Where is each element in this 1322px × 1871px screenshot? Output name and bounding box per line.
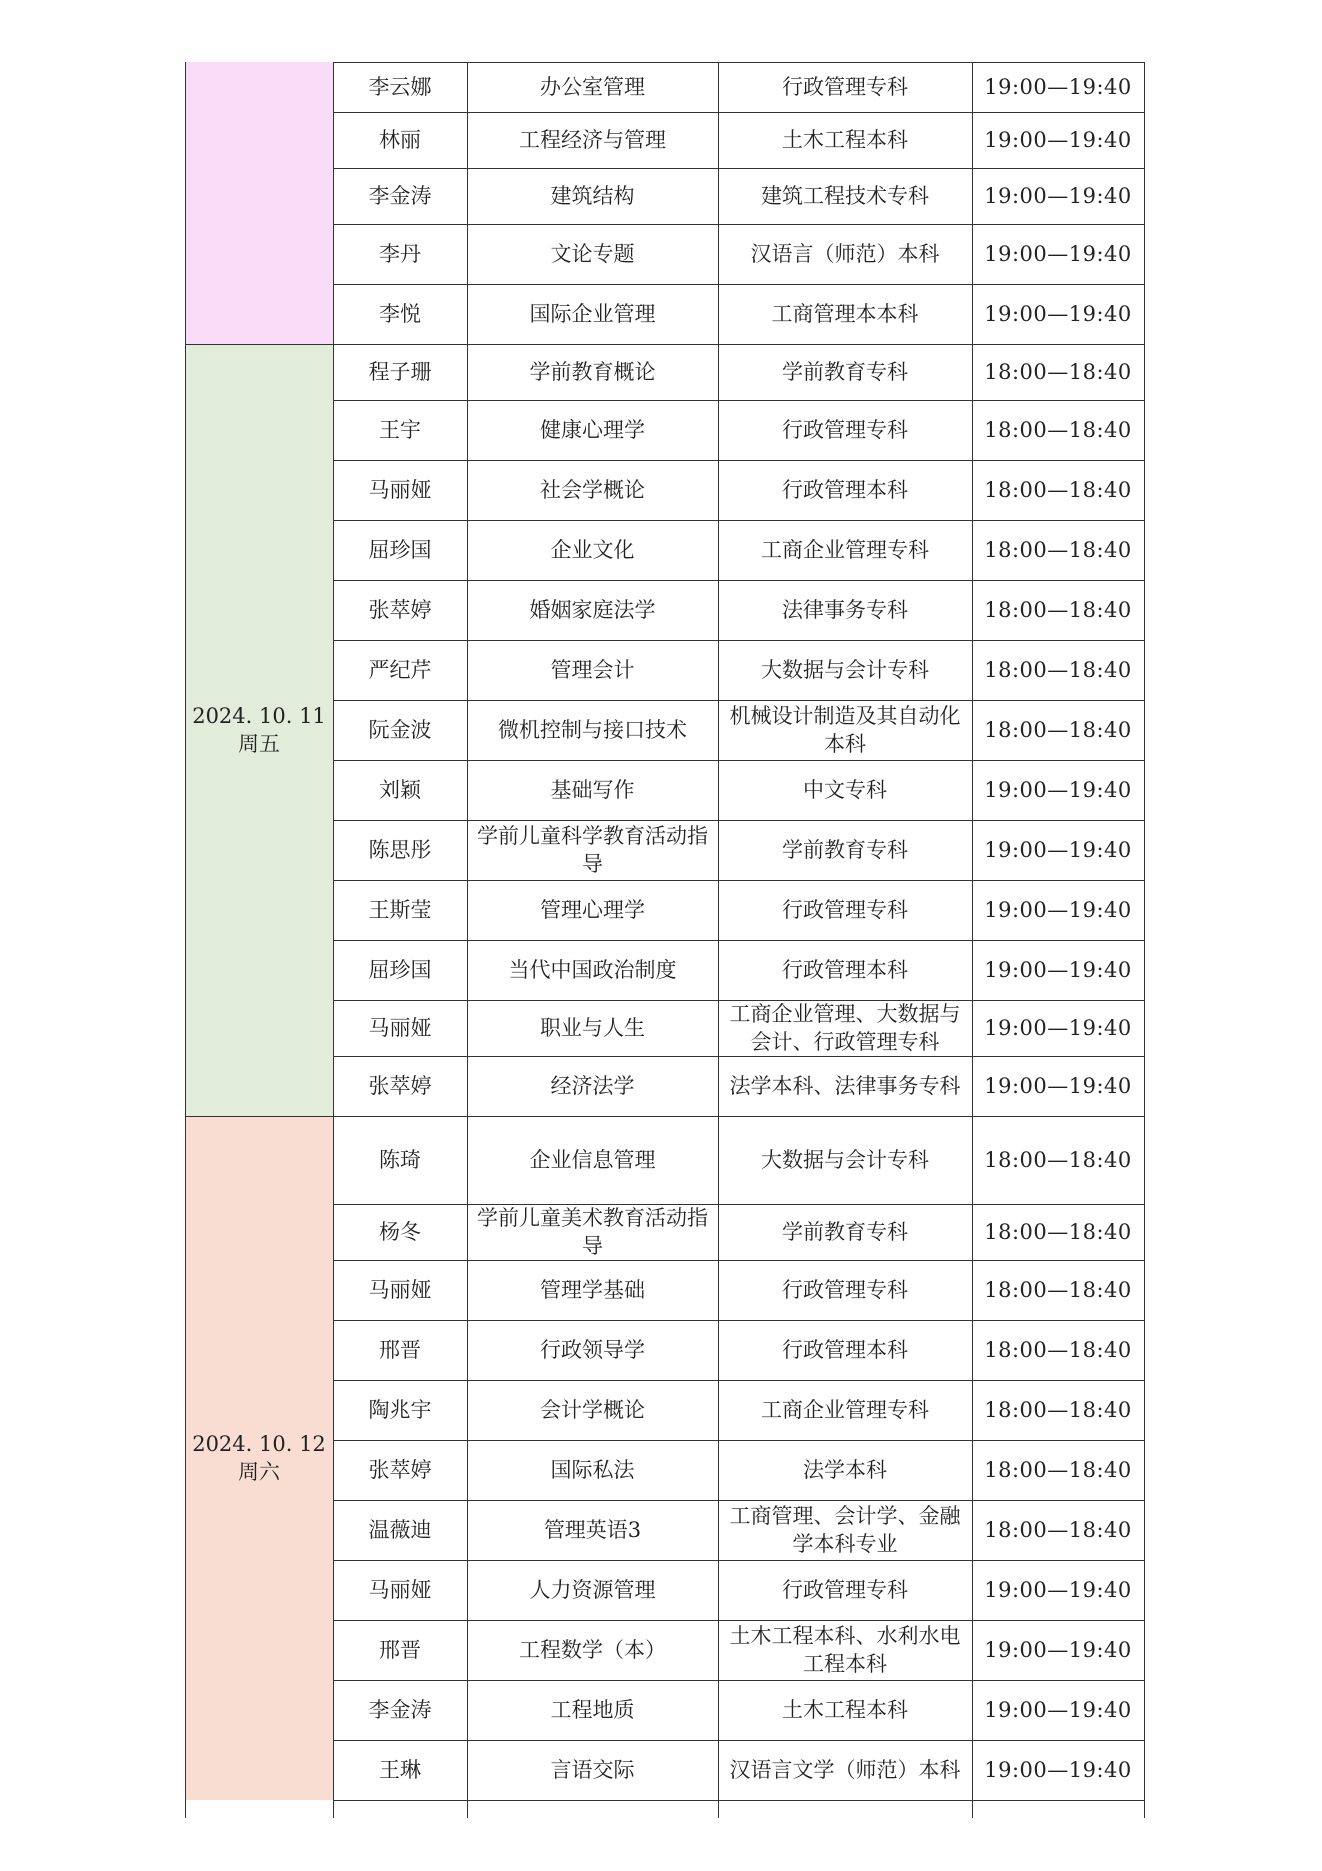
teacher-cell: 马丽娅 bbox=[368, 478, 432, 502]
time-cell: 19:00—19:40 bbox=[984, 838, 1132, 862]
major-cell: 汉语言（师范）本科 bbox=[750, 242, 940, 266]
course-cell: 婚姻家庭法学 bbox=[529, 598, 656, 622]
time-cell: 19:00—19:40 bbox=[984, 242, 1132, 266]
course-cell: 基础写作 bbox=[550, 778, 635, 802]
major-cell: 学前教育专科 bbox=[782, 360, 908, 384]
time-cell: 18:00—18:40 bbox=[984, 718, 1132, 742]
major-cell: 工商企业管理、大数据与会计、行政管理专科 bbox=[729, 1002, 961, 1054]
time-cell: 19:00—19:40 bbox=[984, 958, 1132, 982]
major-cell: 法律事务专科 bbox=[782, 598, 908, 622]
teacher-cell: 屈珍国 bbox=[368, 958, 432, 982]
teacher-cell: 程子珊 bbox=[368, 360, 432, 384]
row-divider bbox=[333, 1800, 1144, 1801]
major-cell: 中文专科 bbox=[803, 778, 887, 802]
major-cell: 学前教育专科 bbox=[782, 1220, 908, 1244]
time-cell: 18:00—18:40 bbox=[984, 1518, 1132, 1542]
row-divider bbox=[333, 1056, 1144, 1057]
major-cell: 机械设计制造及其自动化本科 bbox=[729, 704, 961, 756]
column-divider bbox=[1144, 62, 1145, 1818]
course-cell: 工程地质 bbox=[550, 1698, 635, 1722]
teacher-cell: 陈思彤 bbox=[368, 838, 432, 862]
row-divider bbox=[333, 1560, 1144, 1561]
major-cell: 土木工程本科 bbox=[782, 128, 908, 152]
row-divider bbox=[333, 400, 1144, 401]
major-cell: 工商管理、会计学、金融学本科专业 bbox=[729, 1504, 961, 1556]
course-cell: 经济法学 bbox=[550, 1074, 635, 1098]
course-cell: 建筑结构 bbox=[550, 184, 635, 208]
teacher-cell: 张萃婷 bbox=[368, 1458, 432, 1482]
time-cell: 19:00—19:40 bbox=[984, 184, 1132, 208]
row-divider bbox=[333, 1500, 1144, 1501]
teacher-cell: 李悦 bbox=[379, 302, 421, 326]
major-cell: 工商管理本本科 bbox=[771, 302, 919, 326]
row-divider bbox=[333, 700, 1144, 701]
course-cell: 国际企业管理 bbox=[529, 302, 656, 326]
teacher-cell: 李丹 bbox=[379, 242, 421, 266]
course-cell: 管理英语3 bbox=[543, 1518, 642, 1542]
time-cell: 18:00—18:40 bbox=[984, 1398, 1132, 1422]
column-divider bbox=[718, 62, 719, 1818]
date-label bbox=[185, 1116, 333, 1800]
course-cell: 健康心理学 bbox=[540, 418, 645, 442]
row-divider bbox=[333, 1260, 1144, 1261]
course-cell: 学前儿童美术教育活动指导 bbox=[477, 1206, 708, 1258]
time-cell: 18:00—18:40 bbox=[984, 538, 1132, 562]
date-text: 2024. 10. 11 bbox=[192, 704, 326, 728]
teacher-cell: 杨冬 bbox=[379, 1220, 421, 1244]
row-divider bbox=[333, 168, 1144, 169]
row-divider bbox=[333, 1620, 1144, 1621]
course-cell: 行政领导学 bbox=[540, 1338, 645, 1362]
course-cell: 国际私法 bbox=[550, 1458, 635, 1482]
time-cell: 19:00—19:40 bbox=[984, 1074, 1132, 1098]
course-cell: 学前儿童科学教育活动指导 bbox=[477, 824, 708, 876]
column-divider bbox=[185, 62, 186, 1818]
weekday-text: 周五 bbox=[238, 732, 280, 756]
course-cell: 会计学概论 bbox=[540, 1398, 645, 1422]
major-cell: 工商企业管理专科 bbox=[761, 538, 929, 562]
time-cell: 19:00—19:40 bbox=[984, 302, 1132, 326]
column-divider bbox=[333, 62, 334, 1818]
row-divider bbox=[333, 344, 1144, 345]
teacher-cell: 马丽娅 bbox=[368, 1278, 432, 1302]
row-divider bbox=[333, 880, 1144, 881]
major-cell: 工商企业管理专科 bbox=[761, 1398, 929, 1422]
row-divider bbox=[333, 580, 1144, 581]
major-cell: 行政管理本科 bbox=[782, 958, 908, 982]
row-divider bbox=[333, 112, 1144, 113]
time-cell: 18:00—18:40 bbox=[984, 478, 1132, 502]
row-divider bbox=[333, 1116, 1144, 1117]
time-cell: 19:00—19:40 bbox=[984, 1698, 1132, 1722]
major-cell: 土木工程本科 bbox=[782, 1698, 908, 1722]
course-cell: 职业与人生 bbox=[540, 1016, 645, 1040]
major-cell: 大数据与会计专科 bbox=[761, 1148, 929, 1172]
teacher-cell: 屈珍国 bbox=[368, 538, 432, 562]
time-cell: 18:00—18:40 bbox=[984, 418, 1132, 442]
row-divider bbox=[333, 760, 1144, 761]
course-cell: 工程经济与管理 bbox=[519, 128, 666, 152]
major-cell: 建筑工程技术专科 bbox=[761, 184, 929, 208]
row-divider bbox=[333, 1440, 1144, 1441]
row-divider bbox=[333, 1740, 1144, 1741]
time-cell: 19:00—19:40 bbox=[984, 898, 1132, 922]
row-divider bbox=[333, 460, 1144, 461]
date-label bbox=[185, 62, 333, 344]
teacher-cell: 李云娜 bbox=[368, 75, 432, 99]
time-cell: 19:00—19:40 bbox=[984, 1758, 1132, 1782]
row-divider bbox=[333, 224, 1144, 225]
row-divider bbox=[333, 640, 1144, 641]
teacher-cell: 马丽娅 bbox=[368, 1016, 432, 1040]
row-divider bbox=[333, 284, 1144, 285]
teacher-cell: 王琳 bbox=[379, 1758, 421, 1782]
teacher-cell: 林丽 bbox=[379, 128, 421, 152]
time-cell: 18:00—18:40 bbox=[984, 598, 1132, 622]
major-cell: 行政管理专科 bbox=[782, 75, 908, 99]
major-cell: 行政管理本科 bbox=[782, 478, 908, 502]
column-divider bbox=[467, 62, 468, 1818]
major-cell: 学前教育专科 bbox=[782, 838, 908, 862]
teacher-cell: 陈琦 bbox=[379, 1148, 421, 1172]
time-cell: 18:00—18:40 bbox=[984, 360, 1132, 384]
major-cell: 行政管理专科 bbox=[782, 898, 908, 922]
course-cell: 当代中国政治制度 bbox=[508, 958, 677, 982]
row-divider bbox=[333, 1320, 1144, 1321]
time-cell: 18:00—18:40 bbox=[984, 1220, 1132, 1244]
major-cell: 汉语言文学（师范）本科 bbox=[729, 1758, 961, 1782]
row-divider bbox=[333, 940, 1144, 941]
column-divider bbox=[972, 62, 973, 1818]
time-cell: 18:00—18:40 bbox=[984, 658, 1132, 682]
course-cell: 管理会计 bbox=[550, 658, 635, 682]
major-cell: 土木工程本科、水利水电工程本科 bbox=[729, 1624, 961, 1676]
teacher-cell: 李金涛 bbox=[368, 184, 432, 208]
teacher-cell: 刘颖 bbox=[379, 778, 421, 802]
teacher-cell: 张萃婷 bbox=[368, 1074, 432, 1098]
row-divider bbox=[333, 820, 1144, 821]
row-divider bbox=[333, 1680, 1144, 1681]
time-cell: 19:00—19:40 bbox=[984, 128, 1132, 152]
time-cell: 18:00—18:40 bbox=[984, 1458, 1132, 1482]
course-cell: 管理学基础 bbox=[540, 1278, 645, 1302]
course-cell: 微机控制与接口技术 bbox=[498, 718, 687, 742]
weekday-text: 周六 bbox=[238, 1460, 280, 1484]
course-cell: 人力资源管理 bbox=[529, 1578, 656, 1602]
major-cell: 法学本科 bbox=[803, 1458, 887, 1482]
course-cell: 言语交际 bbox=[550, 1758, 635, 1782]
teacher-cell: 张萃婷 bbox=[368, 598, 432, 622]
teacher-cell: 邢晋 bbox=[379, 1638, 421, 1662]
date-text: 2024. 10. 12 bbox=[192, 1432, 326, 1456]
major-cell: 行政管理专科 bbox=[782, 1278, 908, 1302]
major-cell: 行政管理专科 bbox=[782, 418, 908, 442]
major-cell: 大数据与会计专科 bbox=[761, 658, 929, 682]
teacher-cell: 王宇 bbox=[379, 418, 421, 442]
row-divider bbox=[333, 1204, 1144, 1205]
teacher-cell: 李金涛 bbox=[368, 1698, 432, 1722]
time-cell: 19:00—19:40 bbox=[984, 1016, 1132, 1040]
course-cell: 社会学概论 bbox=[540, 478, 645, 502]
group-divider bbox=[185, 344, 333, 345]
group-divider bbox=[185, 1116, 333, 1117]
time-cell: 18:00—18:40 bbox=[984, 1278, 1132, 1302]
course-cell: 企业信息管理 bbox=[529, 1148, 656, 1172]
time-cell: 19:00—19:40 bbox=[984, 778, 1132, 802]
teacher-cell: 马丽娅 bbox=[368, 1578, 432, 1602]
time-cell: 19:00—19:40 bbox=[984, 1638, 1132, 1662]
time-cell: 19:00—19:40 bbox=[984, 1578, 1132, 1602]
teacher-cell: 邢晋 bbox=[379, 1338, 421, 1362]
course-cell: 学前教育概论 bbox=[529, 360, 656, 384]
row-divider bbox=[333, 62, 1144, 63]
major-cell: 行政管理本科 bbox=[782, 1338, 908, 1362]
course-cell: 办公室管理 bbox=[540, 75, 645, 99]
teacher-cell: 严纪芹 bbox=[368, 658, 432, 682]
teacher-cell: 陶兆宇 bbox=[368, 1398, 432, 1422]
time-cell: 18:00—18:40 bbox=[984, 1148, 1132, 1172]
time-cell: 19:00—19:40 bbox=[984, 75, 1132, 99]
date-label bbox=[185, 344, 333, 1116]
row-divider bbox=[333, 1000, 1144, 1001]
teacher-cell: 王斯莹 bbox=[368, 898, 432, 922]
row-divider bbox=[333, 520, 1144, 521]
time-cell: 18:00—18:40 bbox=[984, 1338, 1132, 1362]
course-cell: 工程数学（本） bbox=[519, 1638, 666, 1662]
row-divider bbox=[333, 1380, 1144, 1381]
course-cell: 文论专题 bbox=[550, 242, 635, 266]
course-cell: 企业文化 bbox=[550, 538, 635, 562]
major-cell: 法学本科、法律事务专科 bbox=[729, 1074, 961, 1098]
major-cell: 行政管理专科 bbox=[782, 1578, 908, 1602]
course-cell: 管理心理学 bbox=[540, 898, 645, 922]
teacher-cell: 温薇迪 bbox=[368, 1518, 432, 1542]
teacher-cell: 阮金波 bbox=[368, 718, 432, 742]
